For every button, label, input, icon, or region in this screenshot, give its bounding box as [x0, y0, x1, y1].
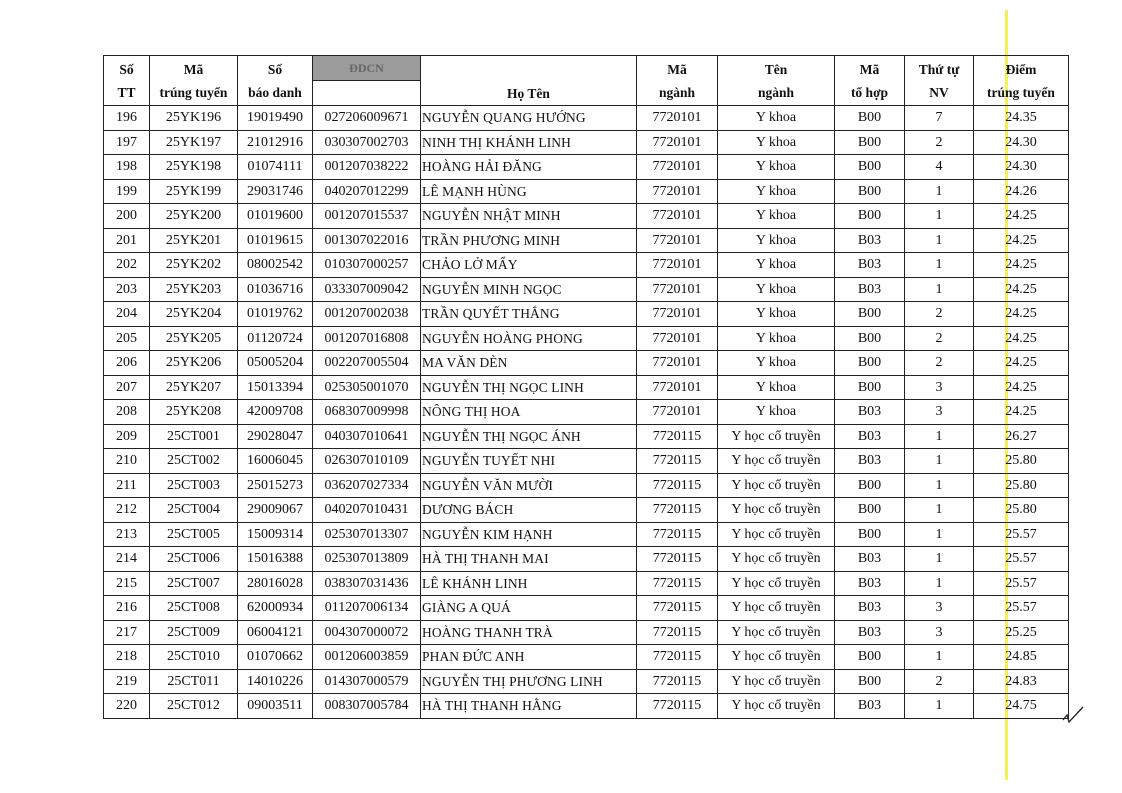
cell-ma-trung-tuyen: 25YK202: [150, 253, 238, 278]
cell-ddcn: 036207027334: [313, 473, 421, 498]
cell-stt: 202: [104, 253, 150, 278]
table-row: [104, 155, 1069, 180]
header-so-bao-danh: Số: [238, 56, 313, 81]
cell-thu-tu-nv: 1: [905, 204, 974, 229]
cell-ma-nganh: 7720101: [637, 351, 718, 376]
cell-ddcn: 001206003859: [313, 645, 421, 670]
cell-ddcn: 025307013809: [313, 547, 421, 572]
cell-ten-nganh: Y khoa: [718, 302, 835, 327]
cell-diem: 24.25: [974, 302, 1069, 327]
cell-ma-nganh: 7720101: [637, 375, 718, 400]
cell-ma-to-hop: B00: [835, 498, 905, 523]
cell-diem: 25.80: [974, 498, 1069, 523]
cell-ma-nganh: 7720101: [637, 277, 718, 302]
cell-ma-trung-tuyen: 25YK201: [150, 228, 238, 253]
cell-ten-nganh: Y khoa: [718, 375, 835, 400]
cell-ho-ten: NGUYỄN HOÀNG PHONG: [421, 326, 637, 351]
table-row: [104, 596, 1069, 621]
cell-ma-to-hop: B03: [835, 547, 905, 572]
cell-ma-nganh: 7720101: [637, 155, 718, 180]
cell-diem: 25.57: [974, 547, 1069, 572]
table-row: [104, 375, 1069, 400]
cell-ma-nganh: 7720115: [637, 498, 718, 523]
cell-ma-trung-tuyen: 25CT004: [150, 498, 238, 523]
cell-so-bao-danh: 29009067: [238, 498, 313, 523]
table-row: [104, 130, 1069, 155]
cell-ddcn: 026307010109: [313, 449, 421, 474]
cell-stt: 211: [104, 473, 150, 498]
cell-so-bao-danh: 01019762: [238, 302, 313, 327]
cell-thu-tu-nv: 2: [905, 130, 974, 155]
cell-ma-to-hop: B00: [835, 155, 905, 180]
cell-ma-trung-tuyen: 25YK199: [150, 179, 238, 204]
cell-diem: 24.75: [974, 694, 1069, 719]
cell-ho-ten: NGUYỄN MINH NGỌC: [421, 277, 637, 302]
cell-stt: 198: [104, 155, 150, 180]
cell-thu-tu-nv: 1: [905, 228, 974, 253]
table-row: [104, 620, 1069, 645]
cell-ma-trung-tuyen: 25YK200: [150, 204, 238, 229]
cell-diem: 24.35: [974, 106, 1069, 131]
table-row: [104, 302, 1069, 327]
cell-ma-nganh: 7720115: [637, 571, 718, 596]
cell-stt: 212: [104, 498, 150, 523]
cell-ho-ten: PHAN ĐỨC ANH: [421, 645, 637, 670]
cell-stt: 209: [104, 424, 150, 449]
cell-ho-ten: MA VĂN DÈN: [421, 351, 637, 376]
cell-so-bao-danh: 25015273: [238, 473, 313, 498]
cell-ten-nganh: Y học cổ truyền: [718, 547, 835, 572]
cell-ten-nganh: Y học cổ truyền: [718, 498, 835, 523]
cell-thu-tu-nv: 1: [905, 498, 974, 523]
cell-ma-to-hop: B00: [835, 375, 905, 400]
cell-ma-nganh: 7720101: [637, 130, 718, 155]
header-diem-2: trúng tuyển: [974, 81, 1069, 106]
header-ma-trung-tuyen-2: trúng tuyển: [150, 81, 238, 106]
cell-ho-ten: NGUYỄN THỊ PHƯƠNG LINH: [421, 669, 637, 694]
cell-thu-tu-nv: 1: [905, 522, 974, 547]
cell-ddcn: 040207012299: [313, 179, 421, 204]
cell-ma-nganh: 7720115: [637, 694, 718, 719]
cell-stt: 197: [104, 130, 150, 155]
cell-stt: 213: [104, 522, 150, 547]
header-ma-nganh-2: ngành: [637, 81, 718, 106]
cell-ma-trung-tuyen: 25YK196: [150, 106, 238, 131]
cell-ho-ten: HÀ THỊ THANH MAI: [421, 547, 637, 572]
cell-so-bao-danh: 62000934: [238, 596, 313, 621]
cell-ma-nganh: 7720115: [637, 424, 718, 449]
cell-ho-ten: NGUYỄN THỊ NGỌC LINH: [421, 375, 637, 400]
cell-stt: 218: [104, 645, 150, 670]
cell-ma-to-hop: B03: [835, 694, 905, 719]
table-row: [104, 400, 1069, 425]
cell-thu-tu-nv: 2: [905, 669, 974, 694]
cell-ho-ten: NGUYỄN VĂN MƯỜI: [421, 473, 637, 498]
cell-thu-tu-nv: 4: [905, 155, 974, 180]
cell-stt: 217: [104, 620, 150, 645]
header-stt-2: TT: [104, 81, 150, 106]
cell-diem: 25.57: [974, 571, 1069, 596]
cell-ma-nganh: 7720101: [637, 179, 718, 204]
cell-ten-nganh: Y khoa: [718, 326, 835, 351]
cell-ma-to-hop: B00: [835, 326, 905, 351]
cell-thu-tu-nv: 1: [905, 277, 974, 302]
cell-stt: 201: [104, 228, 150, 253]
table-header: [104, 56, 1069, 106]
cell-ten-nganh: Y khoa: [718, 351, 835, 376]
cell-diem: 24.85: [974, 645, 1069, 670]
cell-ho-ten: NINH THỊ KHÁNH LINH: [421, 130, 637, 155]
header-ho-ten: Họ Tên: [421, 56, 637, 106]
cell-ten-nganh: Y học cổ truyền: [718, 669, 835, 694]
cell-ddcn: 040307010641: [313, 424, 421, 449]
cell-stt: 203: [104, 277, 150, 302]
header-diem: Điểm: [974, 56, 1069, 81]
cell-ten-nganh: Y khoa: [718, 155, 835, 180]
cell-thu-tu-nv: 3: [905, 375, 974, 400]
cell-thu-tu-nv: 2: [905, 351, 974, 376]
handwritten-check-mark: [1062, 704, 1084, 724]
cell-ma-trung-tuyen: 25CT003: [150, 473, 238, 498]
cell-ten-nganh: Y học cổ truyền: [718, 645, 835, 670]
cell-thu-tu-nv: 2: [905, 326, 974, 351]
cell-so-bao-danh: 06004121: [238, 620, 313, 645]
cell-stt: 199: [104, 179, 150, 204]
cell-ma-trung-tuyen: 25CT002: [150, 449, 238, 474]
cell-so-bao-danh: 28016028: [238, 571, 313, 596]
cell-so-bao-danh: 01074111: [238, 155, 313, 180]
table-row: [104, 179, 1069, 204]
header-ten-nganh: Tên: [718, 56, 835, 81]
cell-ddcn: 001207016808: [313, 326, 421, 351]
cell-stt: 204: [104, 302, 150, 327]
cell-diem: 25.57: [974, 596, 1069, 621]
table-row: [104, 449, 1069, 474]
cell-thu-tu-nv: 3: [905, 596, 974, 621]
cell-ma-to-hop: B00: [835, 204, 905, 229]
cell-ten-nganh: Y khoa: [718, 130, 835, 155]
cell-thu-tu-nv: 1: [905, 645, 974, 670]
cell-stt: 208: [104, 400, 150, 425]
cell-stt: 196: [104, 106, 150, 131]
cell-so-bao-danh: 14010226: [238, 669, 313, 694]
cell-diem: 25.57: [974, 522, 1069, 547]
table-row: [104, 645, 1069, 670]
cell-ddcn: 001307022016: [313, 228, 421, 253]
cell-diem: 25.25: [974, 620, 1069, 645]
table-row: [104, 277, 1069, 302]
cell-so-bao-danh: 08002542: [238, 253, 313, 278]
cell-ten-nganh: Y khoa: [718, 277, 835, 302]
cell-diem: 24.25: [974, 228, 1069, 253]
cell-thu-tu-nv: 1: [905, 694, 974, 719]
cell-stt: 206: [104, 351, 150, 376]
cell-ho-ten: HOÀNG HẢI ĐĂNG: [421, 155, 637, 180]
cell-ho-ten: HÀ THỊ THANH HẰNG: [421, 694, 637, 719]
cell-diem: 25.80: [974, 449, 1069, 474]
cell-ddcn: 001207015537: [313, 204, 421, 229]
cell-ten-nganh: Y học cổ truyền: [718, 694, 835, 719]
cell-stt: 207: [104, 375, 150, 400]
cell-ma-to-hop: B03: [835, 277, 905, 302]
cell-thu-tu-nv: 3: [905, 620, 974, 645]
cell-ma-nganh: 7720101: [637, 400, 718, 425]
table-row: [104, 473, 1069, 498]
cell-ma-trung-tuyen: 25YK206: [150, 351, 238, 376]
cell-ma-nganh: 7720101: [637, 326, 718, 351]
cell-ma-nganh: 7720101: [637, 228, 718, 253]
cell-ma-trung-tuyen: 25YK205: [150, 326, 238, 351]
cell-ddcn: 001207002038: [313, 302, 421, 327]
cell-ddcn: 025305001070: [313, 375, 421, 400]
cell-ddcn: 027206009671: [313, 106, 421, 131]
cell-ma-to-hop: B03: [835, 596, 905, 621]
cell-ddcn: 068307009998: [313, 400, 421, 425]
cell-ho-ten: NGUYỄN KIM HẠNH: [421, 522, 637, 547]
cell-ma-to-hop: B00: [835, 130, 905, 155]
cell-diem: 26.27: [974, 424, 1069, 449]
cell-diem: 24.26: [974, 179, 1069, 204]
cell-ten-nganh: Y học cổ truyền: [718, 449, 835, 474]
cell-ma-to-hop: B03: [835, 253, 905, 278]
cell-ddcn: 008307005784: [313, 694, 421, 719]
table-row: [104, 571, 1069, 596]
header-ma-nganh: Mã: [637, 56, 718, 81]
cell-so-bao-danh: 29031746: [238, 179, 313, 204]
cell-ma-trung-tuyen: 25YK208: [150, 400, 238, 425]
cell-ten-nganh: Y khoa: [718, 400, 835, 425]
cell-stt: 210: [104, 449, 150, 474]
cell-ma-nganh: 7720101: [637, 253, 718, 278]
cell-so-bao-danh: 01019600: [238, 204, 313, 229]
header-ddcn: ĐDCN: [313, 56, 421, 81]
cell-ten-nganh: Y khoa: [718, 106, 835, 131]
cell-thu-tu-nv: 1: [905, 179, 974, 204]
cell-so-bao-danh: 16006045: [238, 449, 313, 474]
cell-ho-ten: NÔNG THỊ HOA: [421, 400, 637, 425]
cell-ten-nganh: Y khoa: [718, 228, 835, 253]
table-row: [104, 424, 1069, 449]
cell-so-bao-danh: 01036716: [238, 277, 313, 302]
cell-ma-trung-tuyen: 25CT009: [150, 620, 238, 645]
cell-ma-nganh: 7720115: [637, 547, 718, 572]
table-row: [104, 204, 1069, 229]
cell-ho-ten: DƯƠNG BÁCH: [421, 498, 637, 523]
cell-thu-tu-nv: 2: [905, 302, 974, 327]
cell-diem: 25.80: [974, 473, 1069, 498]
cell-ma-nganh: 7720115: [637, 473, 718, 498]
cell-ma-to-hop: B00: [835, 473, 905, 498]
cell-ma-trung-tuyen: 25CT010: [150, 645, 238, 670]
cell-diem: 24.25: [974, 253, 1069, 278]
cell-ddcn: 014307000579: [313, 669, 421, 694]
cell-ho-ten: HOÀNG THANH TRÀ: [421, 620, 637, 645]
cell-ma-trung-tuyen: 25CT008: [150, 596, 238, 621]
cell-stt: 205: [104, 326, 150, 351]
cell-thu-tu-nv: 1: [905, 473, 974, 498]
cell-ma-nganh: 7720115: [637, 596, 718, 621]
cell-ten-nganh: Y học cổ truyền: [718, 473, 835, 498]
cell-ma-nganh: 7720101: [637, 106, 718, 131]
cell-ddcn: 033307009042: [313, 277, 421, 302]
header-thu-tu-nv-2: NV: [905, 81, 974, 106]
cell-ten-nganh: Y học cổ truyền: [718, 571, 835, 596]
cell-ddcn: 011207006134: [313, 596, 421, 621]
cell-ma-to-hop: B00: [835, 106, 905, 131]
cell-thu-tu-nv: 1: [905, 547, 974, 572]
cell-ddcn: 010307000257: [313, 253, 421, 278]
cell-ho-ten: LÊ MẠNH HÙNG: [421, 179, 637, 204]
cell-ma-nganh: 7720115: [637, 449, 718, 474]
table-body: [104, 106, 1069, 719]
header-ddcn-blank: [313, 81, 421, 106]
cell-ho-ten: CHẢO LỞ MẨY: [421, 253, 637, 278]
header-ten-nganh-2: ngành: [718, 81, 835, 106]
cell-ma-to-hop: B03: [835, 400, 905, 425]
cell-diem: 24.30: [974, 155, 1069, 180]
cell-ma-nganh: 7720101: [637, 204, 718, 229]
cell-ddcn: 025307013307: [313, 522, 421, 547]
cell-so-bao-danh: 05005204: [238, 351, 313, 376]
cell-ho-ten: LÊ KHÁNH LINH: [421, 571, 637, 596]
table-row: [104, 228, 1069, 253]
cell-ma-trung-tuyen: 25YK197: [150, 130, 238, 155]
cell-ten-nganh: Y khoa: [718, 253, 835, 278]
cell-thu-tu-nv: 1: [905, 449, 974, 474]
cell-ma-to-hop: B00: [835, 669, 905, 694]
cell-diem: 24.25: [974, 326, 1069, 351]
admission-results-table: [103, 55, 1069, 719]
cell-ma-nganh: 7720115: [637, 522, 718, 547]
cell-ten-nganh: Y khoa: [718, 179, 835, 204]
table-row: [104, 522, 1069, 547]
cell-ma-trung-tuyen: 25YK204: [150, 302, 238, 327]
cell-so-bao-danh: 15016388: [238, 547, 313, 572]
cell-stt: 219: [104, 669, 150, 694]
cell-stt: 214: [104, 547, 150, 572]
cell-stt: 220: [104, 694, 150, 719]
table-row: [104, 253, 1069, 278]
cell-ma-trung-tuyen: 25CT011: [150, 669, 238, 694]
cell-ma-trung-tuyen: 25YK203: [150, 277, 238, 302]
table-row: [104, 351, 1069, 376]
cell-so-bao-danh: 42009708: [238, 400, 313, 425]
cell-diem: 24.25: [974, 375, 1069, 400]
cell-ddcn: 001207038222: [313, 155, 421, 180]
cell-so-bao-danh: 01019615: [238, 228, 313, 253]
cell-thu-tu-nv: 7: [905, 106, 974, 131]
cell-ma-trung-tuyen: 25CT007: [150, 571, 238, 596]
cell-ho-ten: NGUYỄN THỊ NGỌC ÁNH: [421, 424, 637, 449]
cell-ma-to-hop: B00: [835, 522, 905, 547]
cell-diem: 24.25: [974, 400, 1069, 425]
cell-ho-ten: TRẦN PHƯƠNG MINH: [421, 228, 637, 253]
cell-ddcn: 040207010431: [313, 498, 421, 523]
cell-diem: 24.25: [974, 204, 1069, 229]
table-row: [104, 669, 1069, 694]
cell-ma-trung-tuyen: 25YK207: [150, 375, 238, 400]
cell-thu-tu-nv: 1: [905, 424, 974, 449]
cell-ma-nganh: 7720115: [637, 645, 718, 670]
cell-ma-trung-tuyen: 25CT012: [150, 694, 238, 719]
cell-ma-to-hop: B00: [835, 302, 905, 327]
header-so-bao-danh-2: báo danh: [238, 81, 313, 106]
cell-ten-nganh: Y học cổ truyền: [718, 596, 835, 621]
cell-ma-to-hop: B03: [835, 228, 905, 253]
cell-ddcn: 030307002703: [313, 130, 421, 155]
cell-ten-nganh: Y học cổ truyền: [718, 522, 835, 547]
cell-so-bao-danh: 09003511: [238, 694, 313, 719]
cell-stt: 216: [104, 596, 150, 621]
cell-ho-ten: TRẦN QUYẾT THẮNG: [421, 302, 637, 327]
cell-ma-nganh: 7720101: [637, 302, 718, 327]
cell-ma-to-hop: B03: [835, 449, 905, 474]
cell-ten-nganh: Y học cổ truyền: [718, 424, 835, 449]
cell-ho-ten: NGUYỄN TUYẾT NHI: [421, 449, 637, 474]
cell-so-bao-danh: 15009314: [238, 522, 313, 547]
cell-ma-to-hop: B03: [835, 424, 905, 449]
cell-stt: 215: [104, 571, 150, 596]
cell-ddcn: 002207005504: [313, 351, 421, 376]
cell-ma-to-hop: B03: [835, 571, 905, 596]
table-row: [104, 547, 1069, 572]
cell-diem: 24.25: [974, 277, 1069, 302]
cell-ten-nganh: Y khoa: [718, 204, 835, 229]
header-ma-to-hop: Mã: [835, 56, 905, 81]
cell-ho-ten: NGUYỄN QUANG HƯỚNG: [421, 106, 637, 131]
cell-so-bao-danh: 19019490: [238, 106, 313, 131]
cell-ddcn: 038307031436: [313, 571, 421, 596]
cell-ma-trung-tuyen: 25CT005: [150, 522, 238, 547]
cell-ho-ten: NGUYỄN NHẬT MINH: [421, 204, 637, 229]
table-row: [104, 106, 1069, 131]
cell-so-bao-danh: 15013394: [238, 375, 313, 400]
cell-ma-trung-tuyen: 25YK198: [150, 155, 238, 180]
cell-thu-tu-nv: 1: [905, 253, 974, 278]
table-row: [104, 326, 1069, 351]
cell-ma-nganh: 7720115: [637, 620, 718, 645]
cell-so-bao-danh: 21012916: [238, 130, 313, 155]
table-row: [104, 694, 1069, 719]
cell-diem: 24.25: [974, 351, 1069, 376]
cell-ma-to-hop: B00: [835, 645, 905, 670]
cell-ma-trung-tuyen: 25CT006: [150, 547, 238, 572]
cell-so-bao-danh: 01070662: [238, 645, 313, 670]
cell-ma-to-hop: B03: [835, 620, 905, 645]
cell-stt: 200: [104, 204, 150, 229]
cell-ma-to-hop: B00: [835, 351, 905, 376]
table-row: [104, 498, 1069, 523]
cell-ma-trung-tuyen: 25CT001: [150, 424, 238, 449]
cell-ma-nganh: 7720115: [637, 669, 718, 694]
header-stt: Số: [104, 56, 150, 81]
cell-ho-ten: GIÀNG A QUÁ: [421, 596, 637, 621]
cell-ddcn: 004307000072: [313, 620, 421, 645]
header-ma-to-hop-2: tổ hợp: [835, 81, 905, 106]
cell-so-bao-danh: 01120724: [238, 326, 313, 351]
cell-thu-tu-nv: 1: [905, 571, 974, 596]
header-ma-trung-tuyen: Mã: [150, 56, 238, 81]
header-thu-tu-nv: Thứ tự: [905, 56, 974, 81]
cell-so-bao-danh: 29028047: [238, 424, 313, 449]
cell-ma-to-hop: B00: [835, 179, 905, 204]
cell-diem: 24.83: [974, 669, 1069, 694]
cell-ten-nganh: Y học cổ truyền: [718, 620, 835, 645]
cell-thu-tu-nv: 3: [905, 400, 974, 425]
cell-diem: 24.30: [974, 130, 1069, 155]
